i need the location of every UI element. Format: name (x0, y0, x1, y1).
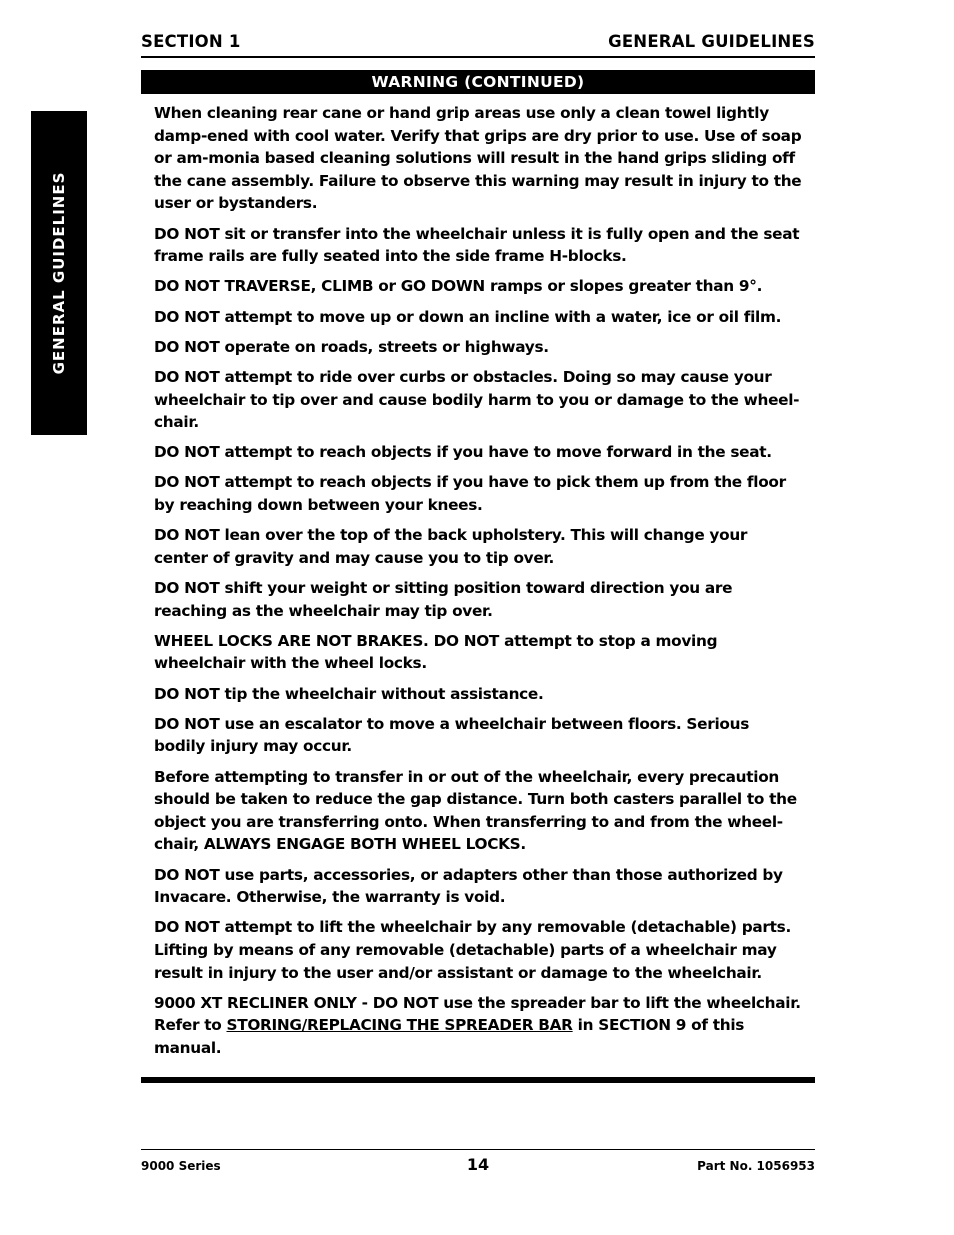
paragraph-text: attempt to ride over curbs or obstacles. Doing so may cause your wheelchair to tip over and cause bodily harm to you or damage to the wheel-chair. (154, 367, 800, 432)
paragraph-lead: DO NOT (154, 526, 220, 545)
paragraph-text: attempt to lift the wheelchair by any removable (detachable) parts. Lifting by means of any removable (detachable) parts of a wheelchair may result in injury to the user and/or assistant or damage to the wheelchair. (154, 918, 791, 982)
paragraph-text: shift your weight or sitting position toward direction you are reaching as the wheelchair may tip over. (154, 579, 733, 620)
warning-paragraph (154, 713, 802, 758)
page-number: 14 (466, 1155, 490, 1174)
warning-paragraph (154, 864, 802, 909)
warning-paragraph (154, 766, 802, 856)
warning-paragraph (154, 577, 802, 622)
side-tab-label: GENERAL GUIDELINES (50, 171, 68, 375)
paragraph-text: use parts, accessories, or adapters other than those authorized by Invacare. Otherwise, the warranty is void. (154, 865, 783, 907)
paragraph-lead: GO DOWN (400, 277, 485, 296)
warning-paragraph (154, 275, 802, 298)
paragraph-lead: 9000 XT RECLINER ONLY - DO NOT (154, 993, 439, 1012)
paragraph-text: sit or transfer into the wheelchair unless it is fully open and the seat frame rails are fully seated into the side frame H-blocks. (154, 224, 800, 266)
paragraph-lead: WHEEL LOCKS ARE NOT BRAKES. DO NOT (154, 631, 500, 650)
section-label: SECTION 1 (141, 32, 241, 51)
paragraph-text: tip the wheelchair without assistance. (219, 684, 544, 703)
page-header (141, 30, 815, 58)
paragraph-lead: DO NOT (154, 918, 220, 937)
paragraph-text: use an escalator to move a wheelchair between floors. Serious bodily injury may occur. (154, 714, 749, 756)
warning-paragraph (154, 336, 802, 359)
paragraph-lead: DO NOT (154, 337, 220, 356)
paragraph-lead: DO NOT (154, 443, 220, 462)
paragraph-text: Before attempting to transfer in or out of the wheelchair, every precaution should be taken to reduce the gap distance. Turn both casters parallel to the object you are transferring onto. When transferring to and from the wheel-chair, (154, 767, 797, 854)
warning-paragraph (154, 471, 802, 516)
footer-divider (141, 1149, 815, 1150)
paragraph-text: attempt to reach objects if you have to move forward in the seat. (219, 443, 772, 462)
paragraph-lead: DO NOT (154, 579, 220, 598)
section-reference-link[interactable]: STORING/REPLACING THE SPREADER BAR (226, 1016, 573, 1035)
paragraph-text: operate on roads, streets or highways. (219, 337, 549, 356)
warning-paragraph (154, 306, 802, 329)
warning-paragraph (154, 366, 802, 434)
paragraph-lead: DO NOT (154, 224, 220, 243)
warning-list (154, 102, 802, 1067)
paragraph-text: or (373, 277, 401, 296)
side-tab (31, 111, 87, 435)
warning-paragraph (154, 992, 802, 1060)
paragraph-text: attempt to move up or down an incline with a water, ice or oil film. (219, 307, 782, 326)
paragraph-text: use the spreader bar to lift the wheelchair. Refer to (154, 993, 801, 1035)
paragraph-lead: DO NOT (154, 865, 220, 884)
paragraph-lead: DO NOT (154, 367, 220, 386)
warning-paragraph (154, 223, 802, 268)
paragraph-text: of this manual. (154, 1016, 745, 1057)
warning-paragraph (154, 524, 802, 569)
paragraph-lead: DO NOT TRAVERSE, CLIMB (154, 277, 374, 296)
header-title: GENERAL GUIDELINES (608, 32, 815, 51)
warning-paragraph (154, 102, 802, 215)
paragraph-text: lean over the top of the back upholstery. This will change your center of gravity and may cause you to tip over. (154, 526, 748, 567)
paragraph-lead: DO NOT (154, 714, 220, 733)
paragraph-text: attempt to stop a moving wheelchair with the wheel locks. (154, 631, 718, 673)
warning-paragraph (154, 916, 802, 984)
warning-paragraph (154, 630, 802, 675)
warning-paragraph (154, 441, 802, 464)
paragraph-text: When cleaning rear cane or hand grip areas use only a clean towel lightly damp-ened with cool water. Verify that grips are dry prior to use. Use of soap or am-monia based cleaning solutions will result in the hand grips sliding off the cane assembly. Failure to observe this warning may result in injury to the user or bystanders. (154, 104, 802, 213)
footer-part-number: Part No. 1056953 (697, 1159, 815, 1173)
paragraph-lead: DO NOT (154, 307, 220, 326)
footer-series: 9000 Series (141, 1159, 221, 1173)
paragraph-lead: ALWAYS ENGAGE BOTH WHEEL LOCKS. (203, 835, 526, 854)
paragraph-lead: DO NOT (154, 684, 220, 703)
paragraph-lead: DO NOT (154, 473, 220, 492)
warning-paragraph (154, 683, 802, 706)
paragraph-text: ramps or slopes greater than 9°. (484, 277, 763, 296)
paragraph-text: attempt to reach objects if you have to pick them up from the floor by reaching down between your knees. (154, 473, 786, 515)
paragraph-text: in (572, 1016, 599, 1035)
section-end-rule (141, 1077, 815, 1083)
warning-banner: WARNING (CONTINUED) (141, 70, 815, 94)
paragraph-lead: SECTION 9 (598, 1016, 687, 1035)
